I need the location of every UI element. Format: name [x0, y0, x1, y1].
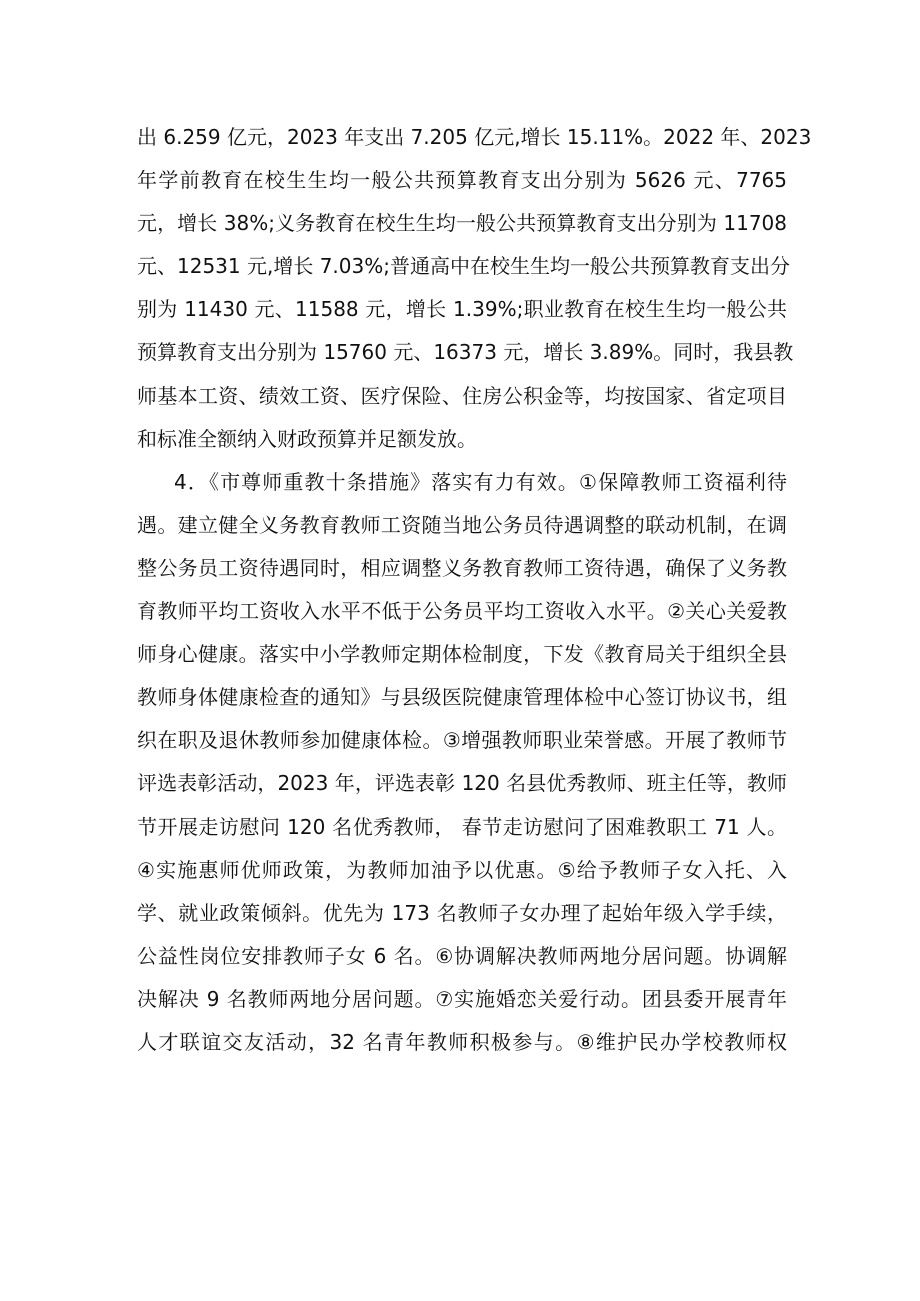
text-line: 育教师平均工资收入水平不低于公务员平均工资收入水平。②关心关爱教	[137, 599, 787, 624]
text-line: 和标准全额纳入财政预算并足额发放。	[137, 426, 477, 451]
text-line: 公益性岗位安排教师子女 6 名。⑥协调解决教师两地分居问题。协调解	[137, 943, 787, 968]
text-line: 出 6.259 亿元，2023 年支出 7.205 亿元,增长 15.11%。2022 年、2023	[137, 125, 812, 149]
text-line: ④实施惠师优师政策，为教师加油予以优惠。⑤给予教师子女入托、入	[137, 857, 787, 882]
text-line: 别为 11430 元、11588 元，增长 1.39%;职业教育在校生生均一般公共	[137, 297, 787, 322]
text-line: 元、12531 元,增长 7.03%;普通高中在校生生均一般公共预算教育支出分	[137, 254, 790, 279]
text-line: 学、就业政策倾斜。优先为 173 名教师子女办理了起始年级入学手续，	[137, 900, 787, 925]
text-line: 遇。建立健全义务教育教师工资随当地公务员待遇调整的联动机制，在调	[137, 512, 787, 537]
text-line: 师身心健康。落实中小学教师定期体检制度，下发《教育局关于组织全县	[137, 642, 787, 667]
text-line: 织在职及退休教师参加健康体检。③增强教师职业荣誉感。开展了教师节	[137, 728, 787, 753]
paragraph-heading-line: 4．《市尊师重教十条措施》落实有力有效。①保障教师工资福利待	[174, 469, 787, 494]
text-line: 决解决 9 名教师两地分居问题。⑦实施婚恋关爱行动。团县委开展青年	[137, 986, 787, 1011]
text-line: 人才联谊交友活动，32 名青年教师积极参与。⑧维护民办学校教师权	[137, 1029, 787, 1054]
text-line: 师基本工资、绩效工资、医疗保险、住房公积金等，均按国家、省定项目	[137, 383, 787, 408]
text-line: 整公务员工资待遇同时，相应调整义务教育教师工资待遇，确保了义务教	[137, 555, 787, 580]
text-line: 评选表彰活动，2023 年，评选表彰 120 名县优秀教师、班主任等，教师	[137, 771, 787, 796]
text-line: 预算教育支出分别为 15760 元、16373 元，增长 3.89%。同时，我县教	[137, 340, 794, 365]
body-text	[137, 116, 812, 1064]
text-line: 教师身体健康检查的通知》与县级医院健康管理体检中心签订协议书，组	[137, 685, 787, 710]
text-line: 年学前教育在校生生均一般公共预算教育支出分别为 5626 元、7765	[137, 168, 787, 193]
text-line: 节开展走访慰问 120 名优秀教师， 春节走访慰问了困难教职工 71 人。	[137, 814, 787, 839]
text-line: 元，增长 38%;义务教育在校生生均一般公共预算教育支出分别为 11708	[137, 211, 787, 236]
